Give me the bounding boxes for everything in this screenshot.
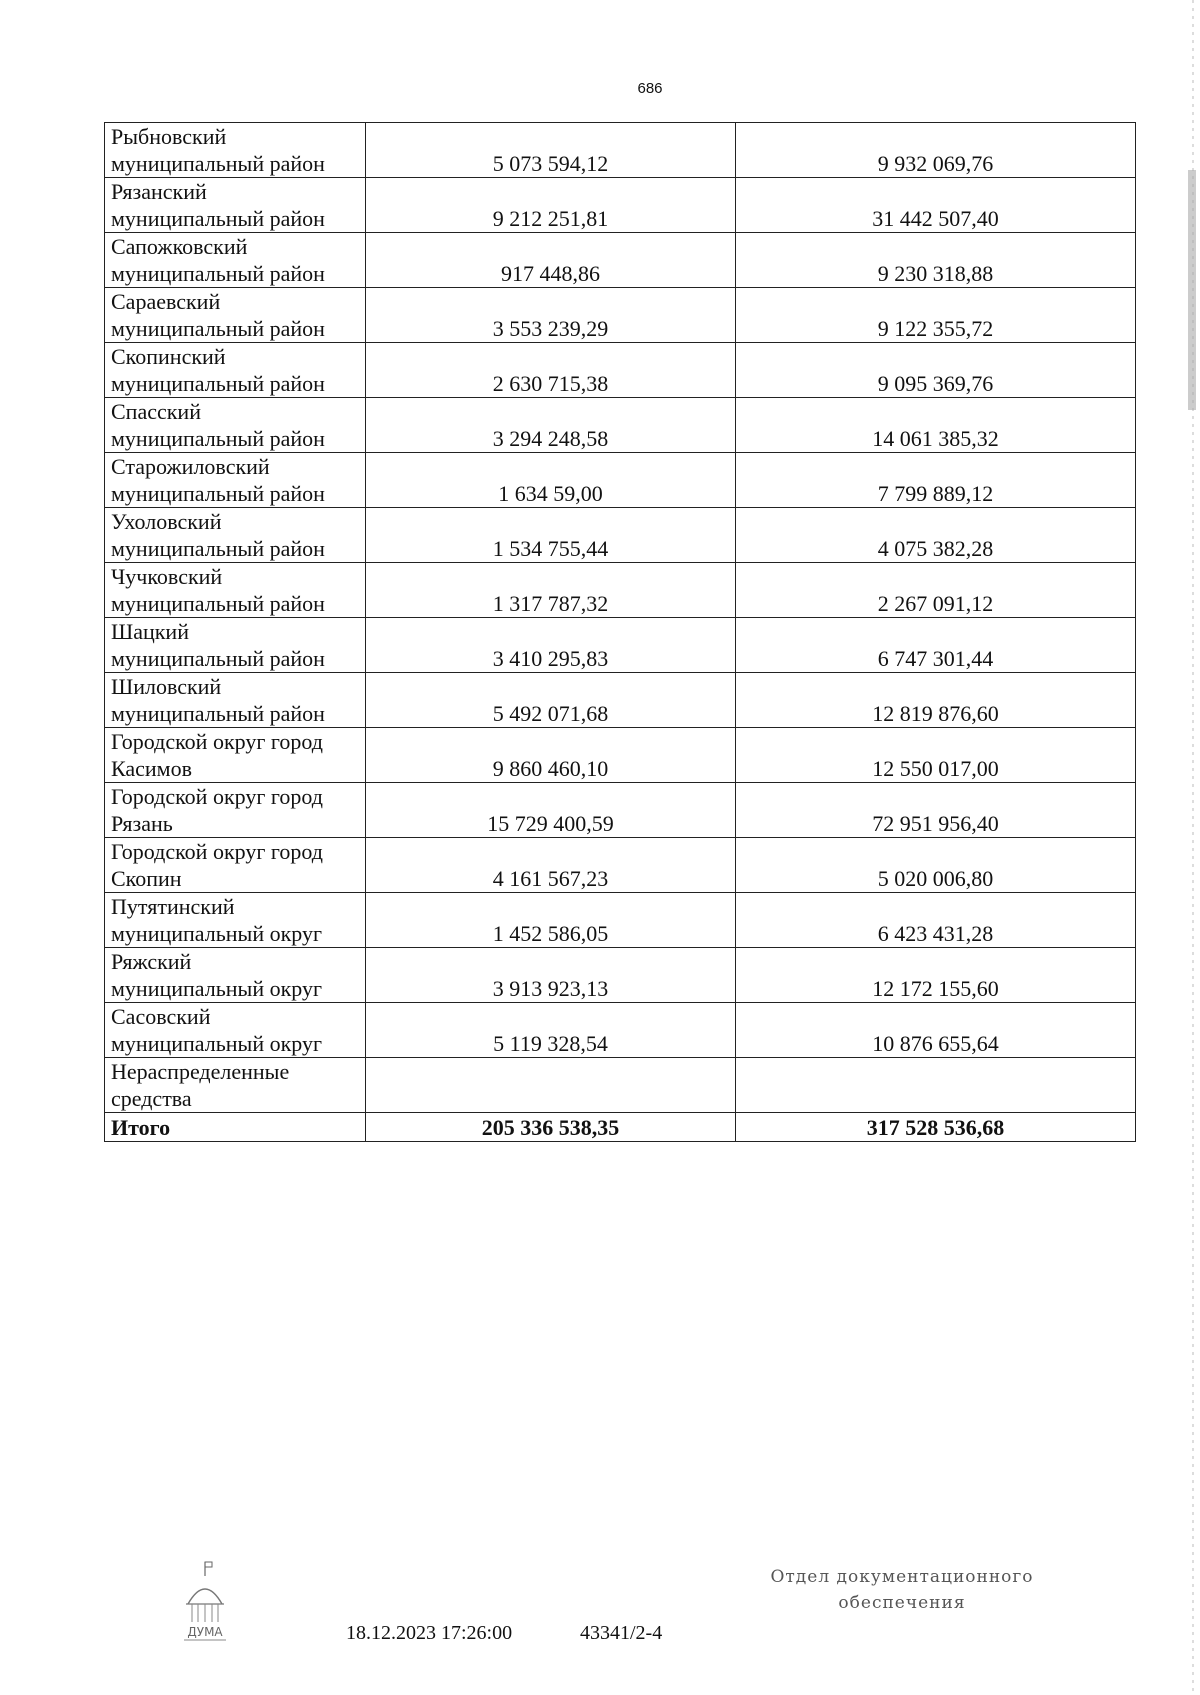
table-row xyxy=(105,893,1136,948)
footer xyxy=(0,1560,1200,1680)
table-row xyxy=(105,1058,1136,1113)
territory-name: Шиловский муниципальный район xyxy=(111,674,325,726)
table-row xyxy=(105,948,1136,1003)
table-row xyxy=(105,673,1136,728)
territory-name-cell xyxy=(105,1058,366,1113)
table-row xyxy=(105,508,1136,563)
territory-name: Скопинский муниципальный район xyxy=(111,344,325,396)
territory-name: Рязанский муниципальный район xyxy=(111,179,325,231)
territory-name-cell xyxy=(105,563,366,618)
territory-name: Ряжский муниципальный округ xyxy=(111,949,323,1001)
territory-name: Рыбновский муниципальный район xyxy=(111,124,325,176)
table-row xyxy=(105,398,1136,453)
amount-column-1: 5 119 328,54 xyxy=(366,1003,736,1058)
amount-column-1: 917 448,86 xyxy=(366,233,736,288)
territory-name: Нераспределенные средства xyxy=(111,1059,290,1111)
territory-name-cell xyxy=(105,893,366,948)
table-row xyxy=(105,1003,1136,1058)
amount-column-2: 9 122 355,72 xyxy=(736,288,1136,343)
amount-column-2: 5 020 006,80 xyxy=(736,838,1136,893)
territory-name-cell xyxy=(105,343,366,398)
territory-name: Городской округ город Рязань xyxy=(111,784,323,836)
total-label: Итого xyxy=(105,1113,366,1142)
table-row xyxy=(105,728,1136,783)
total-row xyxy=(105,1113,1136,1142)
territory-name: Сараевский муниципальный район xyxy=(111,289,325,341)
territory-name-cell xyxy=(105,398,366,453)
amount-column-2: 31 442 507,40 xyxy=(736,178,1136,233)
table-row xyxy=(105,453,1136,508)
amount-column-2: 12 550 017,00 xyxy=(736,728,1136,783)
amount-column-1: 1 534 755,44 xyxy=(366,508,736,563)
territory-name-cell xyxy=(105,123,366,178)
amount-column-2: 9 230 318,88 xyxy=(736,233,1136,288)
amount-column-1: 9 212 251,81 xyxy=(366,178,736,233)
territory-name-cell xyxy=(105,783,366,838)
table-row xyxy=(105,563,1136,618)
territory-name: Городской округ город Касимов xyxy=(111,729,323,781)
data-table xyxy=(104,122,1136,1142)
footer-datetime: 18.12.2023 17:26:00 xyxy=(346,1622,513,1644)
amount-column-1: 5 073 594,12 xyxy=(366,123,736,178)
amount-column-2: 7 799 889,12 xyxy=(736,453,1136,508)
territory-name-cell xyxy=(105,618,366,673)
table-row xyxy=(105,838,1136,893)
territory-name: Старожиловский муниципальный район xyxy=(111,454,325,506)
amount-column-1: 4 161 567,23 xyxy=(366,838,736,893)
page-number: 686 xyxy=(637,80,663,97)
amount-column-2: 12 819 876,60 xyxy=(736,673,1136,728)
amount-column-1: 3 553 239,29 xyxy=(366,288,736,343)
territory-name-cell xyxy=(105,728,366,783)
logo-lettering: ДУМА xyxy=(187,1625,223,1639)
amount-column-1: 1 317 787,32 xyxy=(366,563,736,618)
department-stamp xyxy=(742,1564,1062,1616)
amount-column-2: 10 876 655,64 xyxy=(736,1003,1136,1058)
territory-name: Чучковский муниципальный район xyxy=(111,564,325,616)
amount-column-2: 6 747 301,44 xyxy=(736,618,1136,673)
amount-column-2: 14 061 385,32 xyxy=(736,398,1136,453)
territory-name-cell xyxy=(105,453,366,508)
territory-name-cell xyxy=(105,178,366,233)
territory-name: Сапожковский муниципальный район xyxy=(111,234,325,286)
amount-column-2: 72 951 956,40 xyxy=(736,783,1136,838)
total-amount-2: 317 528 536,68 xyxy=(736,1113,1136,1142)
territory-name-cell xyxy=(105,288,366,343)
table-row xyxy=(105,618,1136,673)
footer-doc-code: 43341/2-4 xyxy=(580,1622,663,1644)
amount-column-2: 12 172 155,60 xyxy=(736,948,1136,1003)
amount-column-1: 3 410 295,83 xyxy=(366,618,736,673)
amount-column-2: 9 932 069,76 xyxy=(736,123,1136,178)
amount-column-1 xyxy=(366,1058,736,1113)
table-row xyxy=(105,288,1136,343)
amount-column-2 xyxy=(736,1058,1136,1113)
table-row xyxy=(105,178,1136,233)
amount-column-1: 1 634 59,00 xyxy=(366,453,736,508)
table-row xyxy=(105,343,1136,398)
territory-name-cell xyxy=(105,508,366,563)
amount-column-2: 2 267 091,12 xyxy=(736,563,1136,618)
total-amount-1: 205 336 538,35 xyxy=(366,1113,736,1142)
amount-column-1: 2 630 715,38 xyxy=(366,343,736,398)
amount-column-1: 9 860 460,10 xyxy=(366,728,736,783)
territory-name: Спасский муниципальный район xyxy=(111,399,325,451)
territory-name: Ухоловский муниципальный район xyxy=(111,509,325,561)
territory-name: Сасовский муниципальный округ xyxy=(111,1004,323,1056)
amount-column-1: 15 729 400,59 xyxy=(366,783,736,838)
territory-name-cell xyxy=(105,838,366,893)
territory-name: Путятинский муниципальный округ xyxy=(111,894,323,946)
amount-column-2: 4 075 382,28 xyxy=(736,508,1136,563)
territory-name-cell xyxy=(105,233,366,288)
territory-name-cell xyxy=(105,948,366,1003)
amount-column-1: 5 492 071,68 xyxy=(366,673,736,728)
scan-edge-decoration xyxy=(1186,0,1200,1695)
table-row xyxy=(105,783,1136,838)
table-row xyxy=(105,123,1136,178)
department-stamp-text: Отдел документационного обеспечения xyxy=(770,1567,1034,1613)
amount-column-1: 3 294 248,58 xyxy=(366,398,736,453)
territory-name: Городской округ город Скопин xyxy=(111,839,323,891)
table-body xyxy=(105,123,1136,1142)
amount-column-1: 3 913 923,13 xyxy=(366,948,736,1003)
amount-column-1: 1 452 586,05 xyxy=(366,893,736,948)
territory-name-cell xyxy=(105,673,366,728)
amount-column-2: 9 095 369,76 xyxy=(736,343,1136,398)
amount-column-2: 6 423 431,28 xyxy=(736,893,1136,948)
territory-name-cell xyxy=(105,1003,366,1058)
duma-logo-icon xyxy=(178,1560,232,1652)
table-row xyxy=(105,233,1136,288)
territory-name: Шацкий муниципальный район xyxy=(111,619,325,671)
